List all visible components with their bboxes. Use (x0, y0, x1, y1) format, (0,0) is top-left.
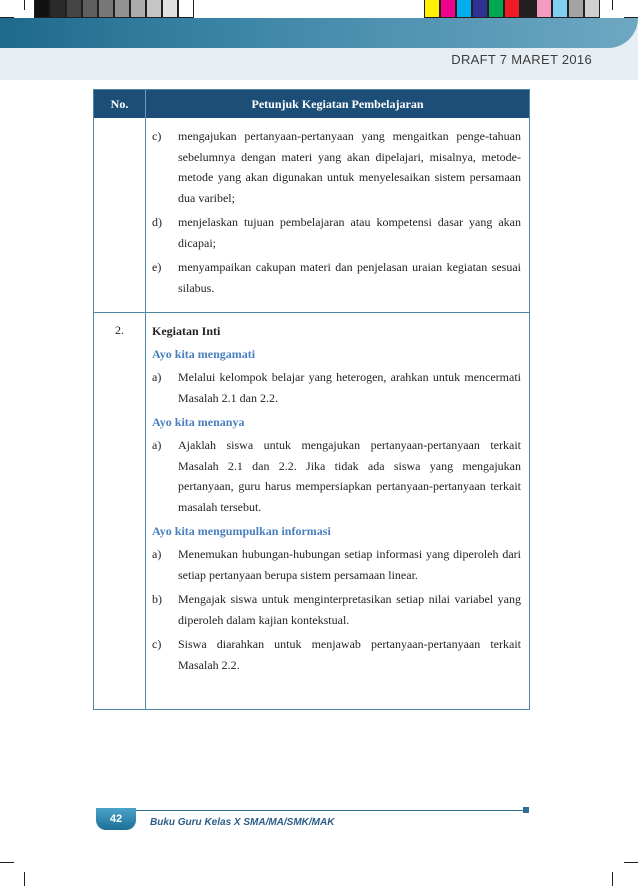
calibration-swatch (456, 0, 472, 18)
draft-label: DRAFT 7 MARET 2016 (451, 52, 592, 67)
item-text: menyampaikan cakupan materi dan penjelasan uraian kegiatan sesuai silabus. (178, 260, 521, 295)
subsection-title: Ayo kita mengumpulkan informasi (152, 524, 331, 538)
calibration-swatch (162, 0, 178, 18)
list-item (152, 212, 521, 253)
header-instructions: Petunjuk Kegiatan Pembelajaran (251, 96, 424, 111)
header-no: No. (94, 90, 146, 118)
crop-mark (612, 0, 613, 10)
list-item (152, 367, 521, 408)
calibration-swatch (82, 0, 98, 18)
color-calibration-bar (424, 0, 600, 18)
subsection-title: Ayo kita menanya (152, 415, 245, 429)
table-header (94, 90, 529, 118)
item-text: mengajukan pertanyaan-pertanyaan yang mengaitkan penge-tahuan sebelumnya dengan materi yang akan dipelajari, misalnya, metode-metode yang akan digunakan untuk menyelesaikan sistem persamaan dua varibel; (178, 129, 521, 205)
calibration-swatch (146, 0, 162, 18)
item-label: a) (152, 370, 162, 384)
item-text: Melalui kelompok belajar yang heterogen, arahkan untuk mencermati Masalah 2.1 dan 2.2. (178, 370, 521, 405)
item-text: Siswa diarahkan untuk menjawab pertanyaan-pertanyaan terkait Masalah 2.2. (178, 637, 521, 672)
list-item (152, 634, 521, 675)
calibration-swatch (66, 0, 82, 18)
row-number: 2. (94, 313, 146, 709)
list-item (152, 544, 521, 585)
page-number: 42 (96, 808, 136, 830)
crop-mark (612, 872, 613, 886)
section-heading: Kegiatan Inti (152, 324, 221, 338)
crop-mark (624, 862, 638, 863)
item-label: a) (152, 438, 162, 452)
row-content (146, 313, 529, 709)
calibration-swatch (50, 0, 66, 18)
item-text: Mengajak siswa untuk menginterpretasikan setiap nilai variabel yang diperoleh dalam kajian kontekstual. (178, 592, 521, 627)
calibration-swatch (440, 0, 456, 18)
item-label: c) (152, 637, 162, 651)
book-title: Buku Guru Kelas X SMA/MA/SMK/MAK (150, 817, 335, 828)
item-label: b) (152, 592, 162, 606)
calibration-swatch (178, 0, 194, 18)
calibration-swatch (98, 0, 114, 18)
calibration-swatch (488, 0, 504, 18)
item-label: d) (152, 215, 162, 229)
calibration-swatch (584, 0, 600, 18)
row-number (94, 118, 146, 312)
footer-rule (132, 810, 524, 811)
list-item (152, 257, 521, 298)
item-label: e) (152, 260, 162, 274)
crop-mark (24, 872, 25, 886)
list-item (152, 126, 521, 208)
table-row (94, 118, 529, 313)
calibration-swatch (568, 0, 584, 18)
list-item (152, 589, 521, 630)
crop-mark (24, 0, 25, 10)
calibration-swatch (130, 0, 146, 18)
row-content (146, 118, 529, 312)
calibration-swatch (520, 0, 536, 18)
calibration-swatch (504, 0, 520, 18)
calibration-swatch (552, 0, 568, 18)
footer-rule-end (523, 807, 529, 813)
crop-mark (0, 862, 14, 863)
header-stripe (0, 18, 638, 48)
subsection-title: Ayo kita mengamati (152, 347, 256, 361)
calibration-swatch (424, 0, 440, 18)
activity-table (93, 89, 530, 710)
item-text: menjelaskan tujuan pembelajaran atau kompetensi dasar yang akan dicapai; (178, 215, 521, 250)
item-text: Menemukan hubungan-hubungan setiap informasi yang diperoleh dari setiap pertanyaan berupa sistem persamaan linear. (178, 547, 521, 582)
list-item (152, 435, 521, 517)
item-label: a) (152, 547, 162, 561)
calibration-swatch (34, 0, 50, 18)
calibration-swatch (114, 0, 130, 18)
item-text: Ajaklah siswa untuk mengajukan pertanyaan-pertanyaan terkait Masalah 2.1 dan 2.2. Jika tidak ada siswa yang mengajukan pertanyaan, guru harus mempersiapkan pertanyaan-pertanyaan terkait masalah tersebut. (178, 438, 521, 514)
gray-calibration-bar (34, 0, 194, 18)
header-band (0, 18, 638, 80)
calibration-swatch (472, 0, 488, 18)
calibration-swatch (536, 0, 552, 18)
item-label: c) (152, 129, 162, 143)
table-row (94, 313, 529, 709)
